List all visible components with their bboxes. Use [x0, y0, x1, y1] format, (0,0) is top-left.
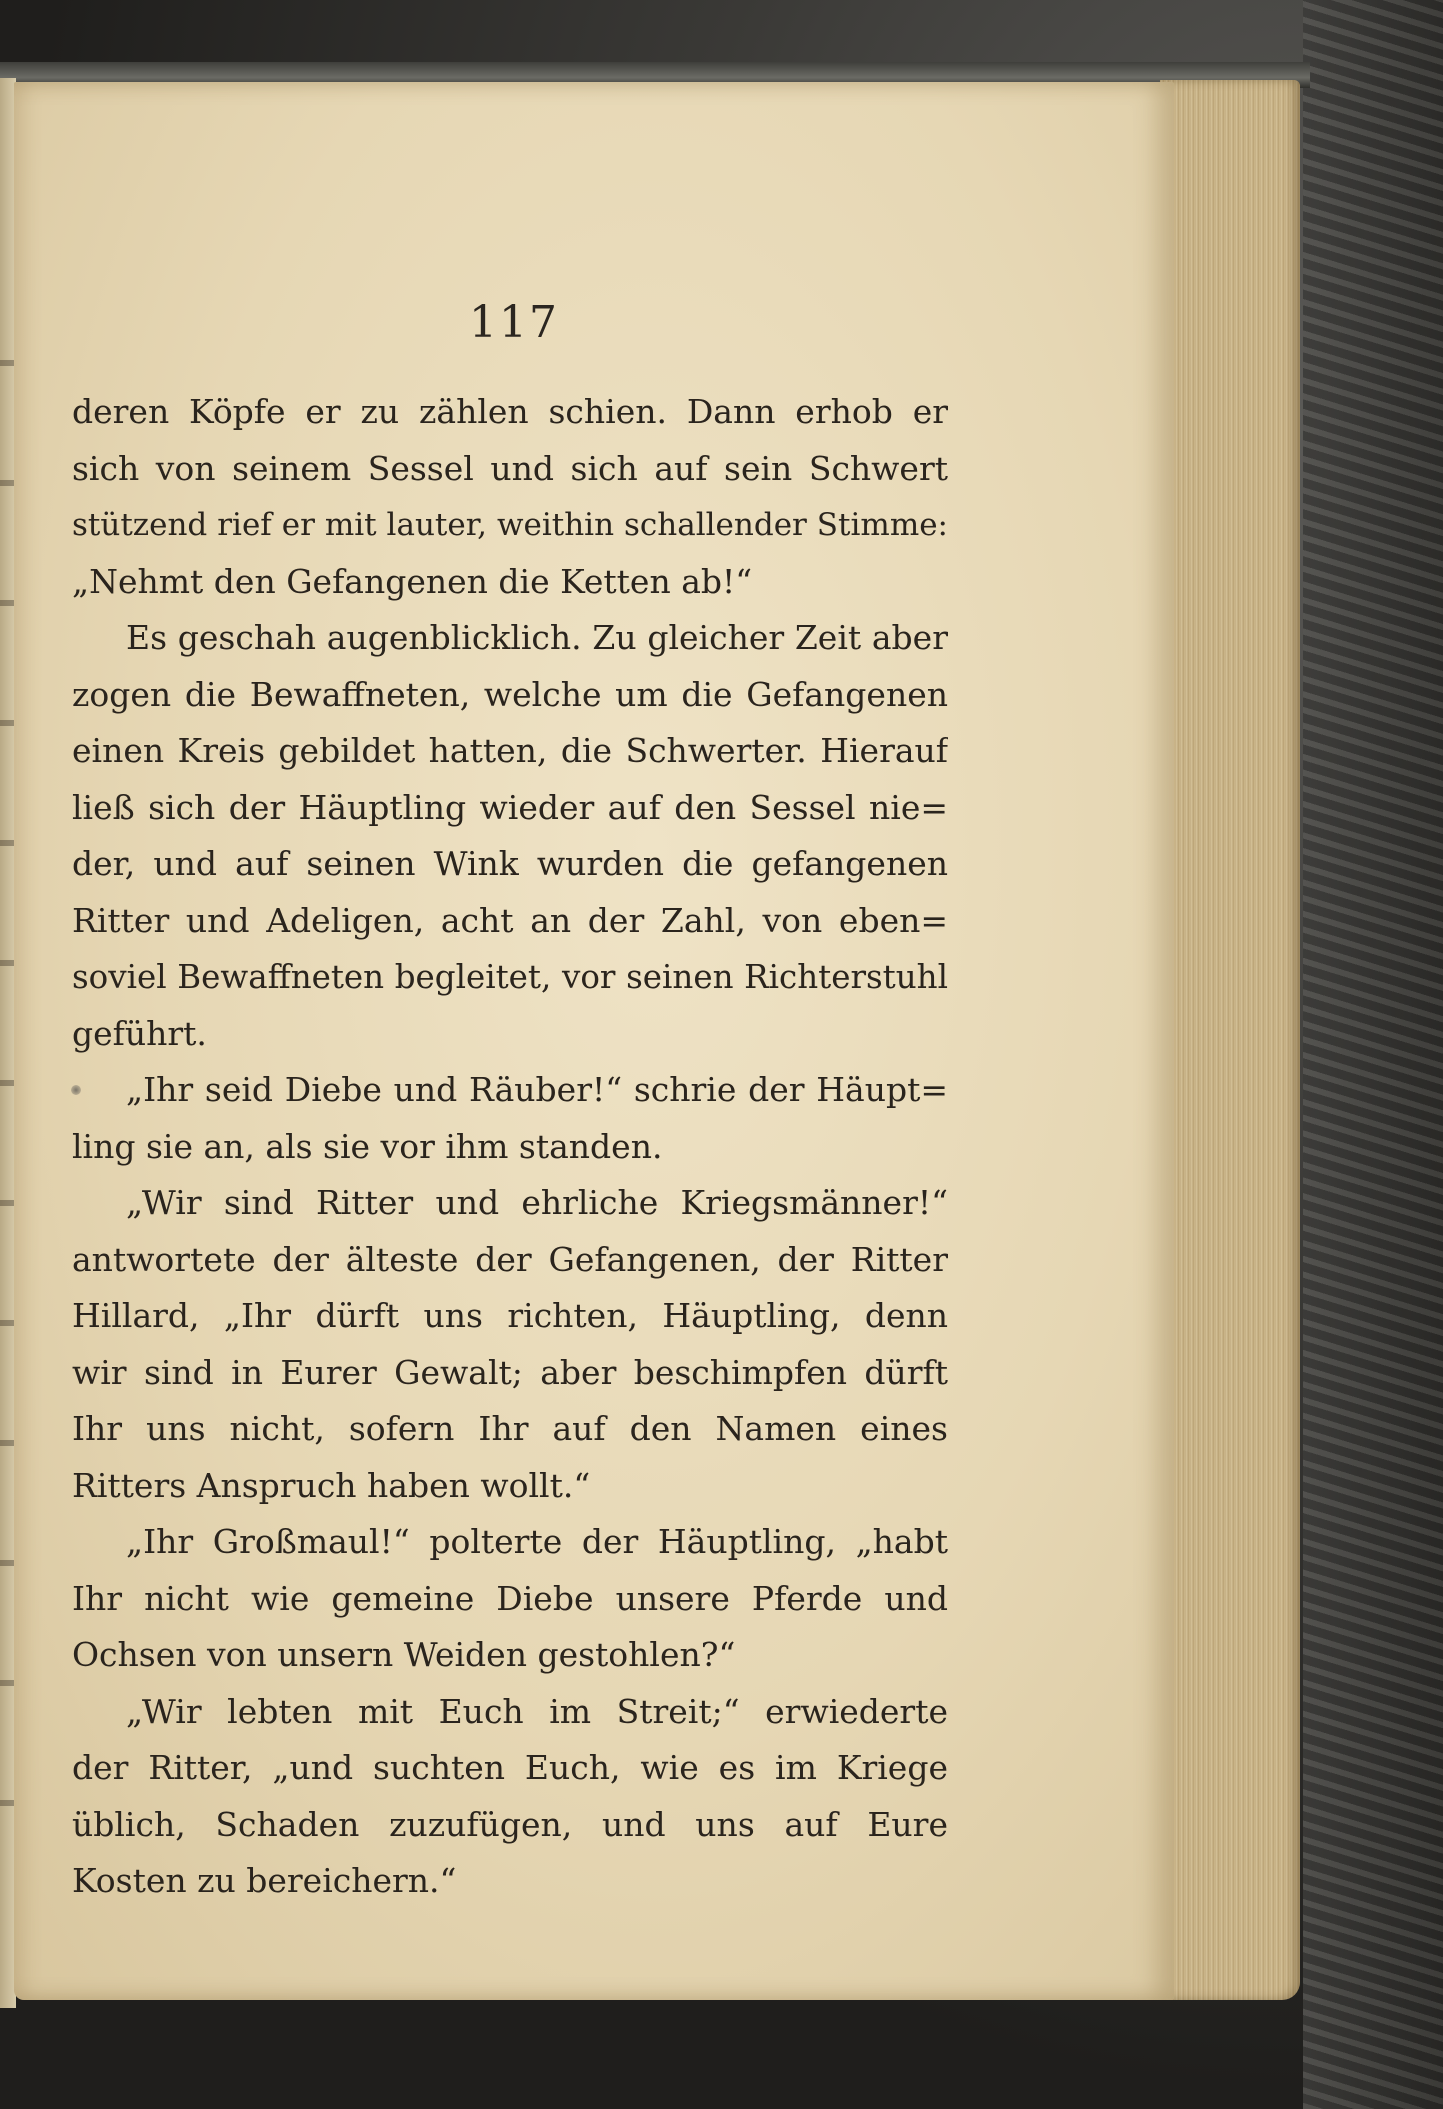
text-line: „Wir sind Ritter und ehrliche Kriegsmänner!“ — [126, 1183, 948, 1222]
text-line: „Nehmt den Gefangenen die Ketten ab!“ — [72, 561, 753, 601]
body-text — [72, 384, 948, 1910]
page-edges-stack — [1160, 80, 1300, 2000]
text-line: wir sind in Eurer Gewalt; aber beschimpfen dürft — [72, 1352, 948, 1392]
text-line: Es geschah augenblicklich. Zu gleicher Zeit aber — [126, 618, 948, 657]
text-line: ließ sich der Häuptling wieder auf den Sessel nie= — [72, 787, 948, 827]
text-line: üblich, Schaden zuzufügen, und uns auf Eure — [72, 1804, 948, 1844]
text-line: zogen die Bewaffneten, welche um die Gefangenen — [72, 674, 948, 714]
text-line: Ihr nicht wie gemeine Diebe unsere Pferde und — [72, 1578, 948, 1618]
text-line: stützend rief er mit lauter, weithin schallender Stimme: — [72, 507, 948, 543]
text-line: Ritter und Adeligen, acht an der Zahl, von eben= — [72, 900, 948, 940]
text-line: „Ihr seid Diebe und Räuber!“ schrie der Häupt= — [126, 1070, 948, 1109]
text-line: Ochsen von unsern Weiden gestohlen?“ — [72, 1635, 736, 1674]
text-line: Ritters Anspruch haben wollt.“ — [72, 1465, 591, 1505]
text-line: Ihr uns nicht, sofern Ihr auf den Namen eines — [72, 1409, 948, 1448]
text-line: „Wir lebten mit Euch im Streit;“ erwiederte — [126, 1691, 948, 1731]
text-line: deren Köpfe er zu zählen schien. Dann erhob er — [72, 392, 948, 431]
text-line: ling sie an, als sie vor ihm standen. — [72, 1126, 663, 1166]
text-line: Hillard, „Ihr dürft uns richten, Häuptling, denn — [72, 1296, 948, 1335]
book-page — [14, 82, 1174, 2000]
text-line: der Ritter, „und suchten Euch, wie es im Kriege — [72, 1748, 948, 1787]
text-line: sich von seinem Sessel und sich auf sein Schwert — [72, 448, 948, 488]
text-line: Kosten zu bereichern.“ — [72, 1861, 457, 1900]
text-line: antwortete der älteste der Gefangenen, der Ritter — [72, 1239, 948, 1279]
page-number: 117 — [469, 297, 559, 348]
paper-speck — [71, 1085, 81, 1095]
text-line: geführt. — [72, 1013, 207, 1053]
marbled-cover-edge — [1303, 0, 1443, 2109]
facing-page-gutter-marks — [0, 300, 14, 1900]
text-line: einen Kreis gebildet hatten, die Schwerter. Hierauf — [72, 731, 948, 770]
text-line: der, und auf seinen Wink wurden die gefangenen — [72, 844, 948, 883]
text-line: „Ihr Großmaul!“ polterte der Häuptling, „habt — [126, 1522, 948, 1561]
text-line: soviel Bewaffneten begleitet, vor seinen Richterstuhl — [72, 958, 948, 996]
